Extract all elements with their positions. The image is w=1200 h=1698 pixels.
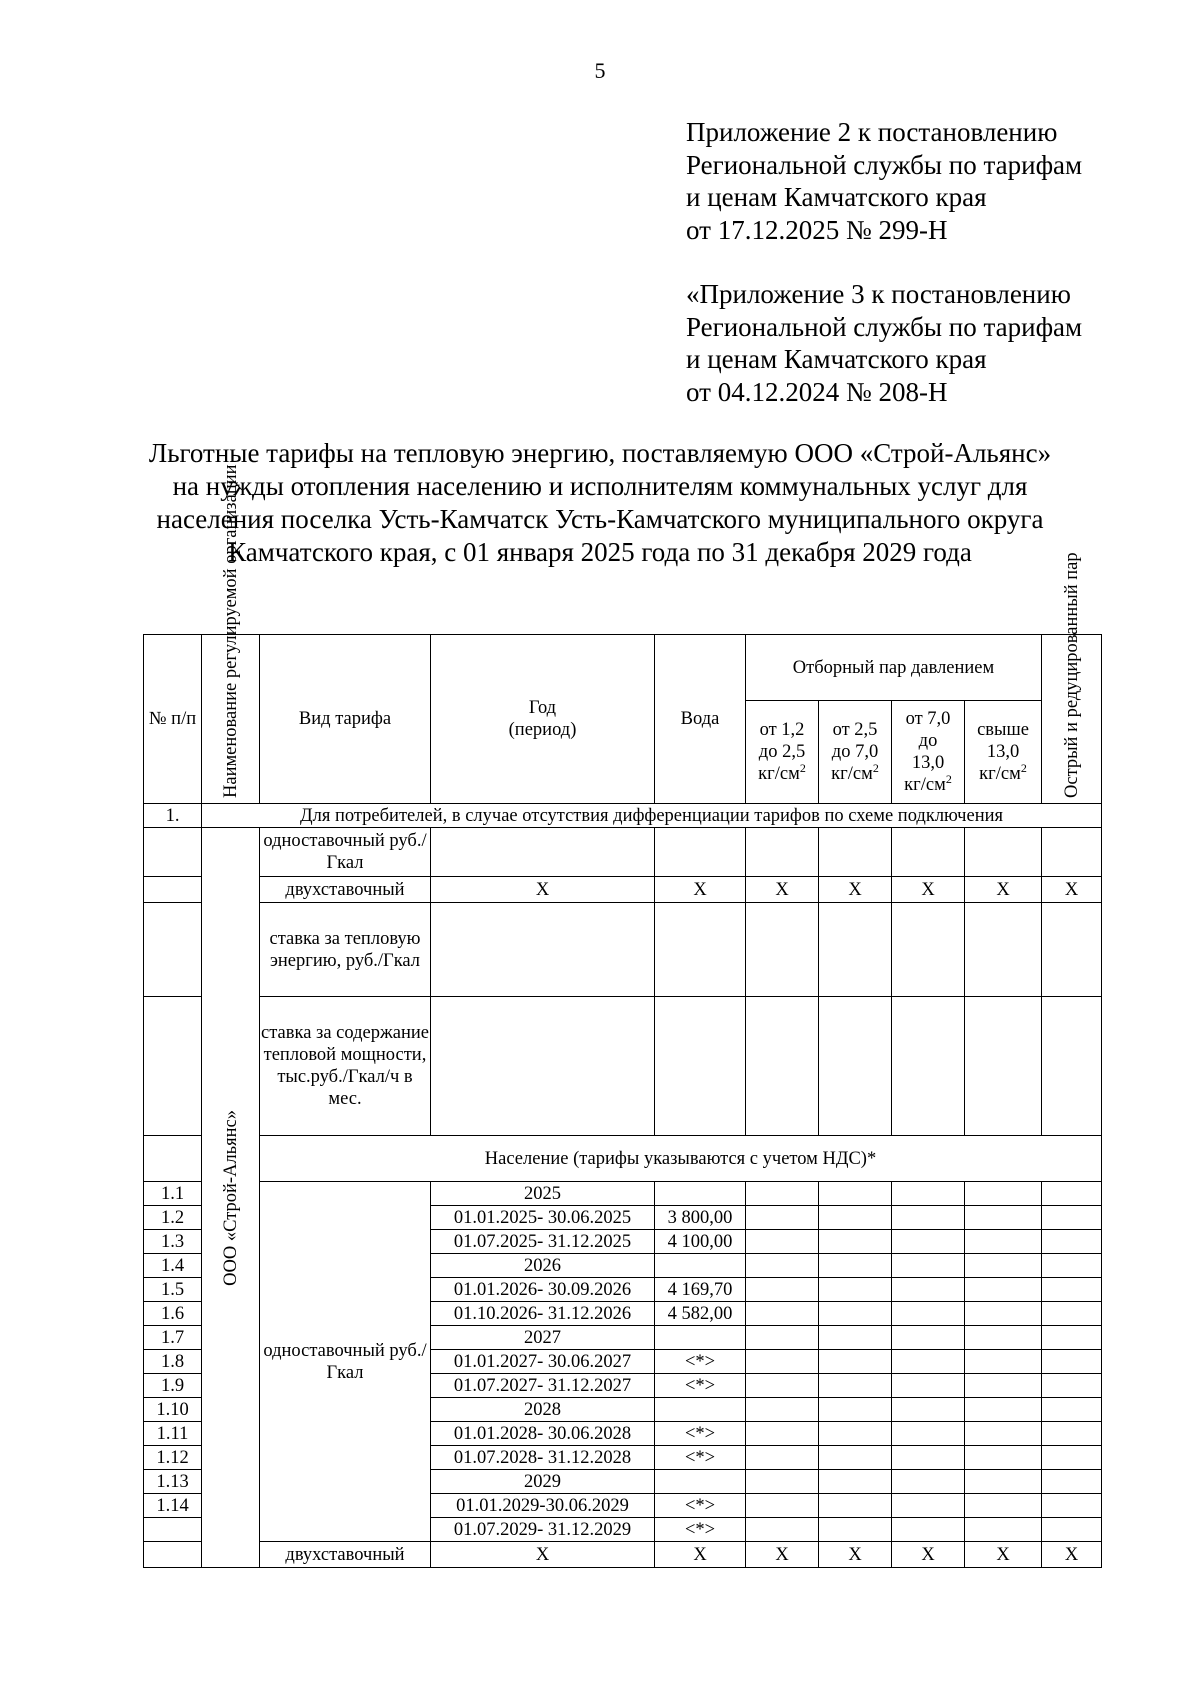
row-water-value: <*> xyxy=(655,1518,746,1542)
cell-empty xyxy=(746,1206,819,1230)
cell-empty xyxy=(1042,1350,1102,1374)
cell-empty xyxy=(892,1182,965,1206)
row-num: 1.8 xyxy=(144,1350,202,1374)
cell-x: Х xyxy=(746,1542,819,1568)
cell-empty xyxy=(965,1446,1042,1470)
appendix-2-line: Приложение 2 к постановлению xyxy=(686,117,1058,147)
row-period: 01.01.2028- 30.06.2028 xyxy=(431,1422,655,1446)
cell-empty xyxy=(819,1302,892,1326)
cell-x: Х xyxy=(965,1542,1042,1568)
cell-empty xyxy=(819,1398,892,1422)
cell-empty xyxy=(746,1230,819,1254)
cell-empty xyxy=(965,1398,1042,1422)
cell-empty xyxy=(965,997,1042,1136)
cell-empty xyxy=(431,903,655,997)
header-pressure-4: свыше 13,0 $кг/см^2$ xyxy=(965,701,1042,804)
cell-empty xyxy=(1042,1374,1102,1398)
cell-empty xyxy=(819,1422,892,1446)
cell-empty xyxy=(965,1182,1042,1206)
row-water-value xyxy=(655,1254,746,1278)
row-water-value xyxy=(655,1398,746,1422)
row-num: 1.11 xyxy=(144,1422,202,1446)
cell-empty xyxy=(1042,1206,1102,1230)
cell-empty xyxy=(746,828,819,877)
cell-empty xyxy=(746,903,819,997)
cell-empty xyxy=(819,1518,892,1542)
row-num-empty xyxy=(144,997,202,1136)
cell-empty xyxy=(819,1350,892,1374)
row-num-empty xyxy=(144,1542,202,1568)
row-num: 1.2 xyxy=(144,1206,202,1230)
row-num: 1.1 xyxy=(144,1182,202,1206)
tariff-one-part: одноставочный руб./Гкал xyxy=(260,828,431,877)
row-num: 1.9 xyxy=(144,1374,202,1398)
row-water-value: 4 169,70 xyxy=(655,1278,746,1302)
cell-x: Х xyxy=(746,877,819,903)
appendix-2-line: от 17.12.2025 № 299-Н xyxy=(686,214,948,245)
cell-empty xyxy=(746,1446,819,1470)
cell-empty xyxy=(819,1182,892,1206)
header-year-period: Год (период) xyxy=(431,635,655,804)
document-title xyxy=(0,437,1200,569)
cell-empty xyxy=(965,1518,1042,1542)
cell-empty xyxy=(965,1254,1042,1278)
row-water-value xyxy=(655,1182,746,1206)
header-sharp-steam: Острый и редуцированный пар xyxy=(1042,635,1102,804)
row-period: 2027 xyxy=(431,1326,655,1350)
cell-empty xyxy=(1042,1446,1102,1470)
row-period: 2028 xyxy=(431,1398,655,1422)
cell-empty xyxy=(965,1230,1042,1254)
cell-empty xyxy=(819,1494,892,1518)
population-two-part: двухставочный xyxy=(260,1542,431,1568)
cell-x: Х xyxy=(1042,1542,1102,1568)
section-1-num: 1. xyxy=(144,804,202,828)
cell-empty xyxy=(965,1350,1042,1374)
cell-empty xyxy=(655,828,746,877)
appendix-3-line: и ценам Камчатского края xyxy=(686,344,987,374)
cell-empty xyxy=(1042,1326,1102,1350)
population-tariff-type: одноставочный руб./Гкал xyxy=(260,1182,431,1542)
cell-empty xyxy=(892,1230,965,1254)
cell-empty xyxy=(965,1494,1042,1518)
tariff-heat-rate: ставка за тепловую энергию, руб./Гкал xyxy=(260,903,431,997)
title-line: Льготные тарифы на тепловую энергию, поставляемую ООО «Строй-Альянс» xyxy=(148,438,1052,468)
header-organization: Наименование регулируемой организации xyxy=(202,635,260,804)
cell-empty xyxy=(1042,903,1102,997)
appendix-2-line: Региональной службы по тарифам xyxy=(686,149,1083,180)
row-num-empty xyxy=(144,1136,202,1182)
cell-empty xyxy=(1042,1518,1102,1542)
cell-empty xyxy=(965,1470,1042,1494)
cell-empty xyxy=(892,1518,965,1542)
cell-x: Х xyxy=(819,877,892,903)
row-period: 2029 xyxy=(431,1470,655,1494)
row-num-empty xyxy=(144,903,202,997)
cell-empty xyxy=(819,1254,892,1278)
cell-empty xyxy=(819,1326,892,1350)
row-num: 1.10 xyxy=(144,1398,202,1422)
cell-empty xyxy=(746,1518,819,1542)
cell-empty xyxy=(892,1494,965,1518)
cell-empty xyxy=(655,997,746,1136)
title-line: на нужды отопления населению и исполнителям коммунальных услуг для xyxy=(172,471,1028,501)
cell-x: Х xyxy=(655,1542,746,1568)
cell-empty xyxy=(965,903,1042,997)
row-num: 1.13 xyxy=(144,1470,202,1494)
cell-empty xyxy=(1042,828,1102,877)
row-water-value: <*> xyxy=(655,1350,746,1374)
cell-empty xyxy=(1042,1422,1102,1446)
section-1-title: Для потребителей, в случае отсутствия дифференциации тарифов по схеме подключения xyxy=(202,804,1102,828)
cell-empty xyxy=(892,1374,965,1398)
row-num: 1.5 xyxy=(144,1278,202,1302)
cell-empty xyxy=(1042,997,1102,1136)
cell-x: Х xyxy=(431,1542,655,1568)
row-period: 01.07.2028- 31.12.2028 xyxy=(431,1446,655,1470)
cell-empty xyxy=(1042,1470,1102,1494)
row-num-empty xyxy=(144,877,202,903)
cell-empty xyxy=(965,1278,1042,1302)
cell-empty xyxy=(746,1374,819,1398)
header-steam-pressure: Отборный пар давлением xyxy=(746,635,1042,701)
cell-empty xyxy=(965,828,1042,877)
row-period: 01.07.2029- 31.12.2029 xyxy=(431,1518,655,1542)
header-num: № п/п xyxy=(144,635,202,804)
cell-empty xyxy=(431,997,655,1136)
cell-x: Х xyxy=(892,1542,965,1568)
cell-empty xyxy=(819,1230,892,1254)
row-period: 01.07.2025- 31.12.2025 xyxy=(431,1230,655,1254)
row-num: 1.4 xyxy=(144,1254,202,1278)
cell-empty xyxy=(746,1350,819,1374)
cell-empty xyxy=(819,903,892,997)
cell-empty xyxy=(1042,1398,1102,1422)
cell-empty xyxy=(965,1374,1042,1398)
row-water-value: 4 582,00 xyxy=(655,1302,746,1326)
row-num xyxy=(144,1518,202,1542)
appendix-2-line: и ценам Камчатского края xyxy=(686,182,987,212)
tariff-capacity-rate: ставка за содержание тепловой мощности, тыс.руб./Гкал/ч в мес. xyxy=(260,997,431,1136)
cell-empty xyxy=(965,1422,1042,1446)
header-tariff-type: Вид тарифа xyxy=(260,635,431,804)
cell-empty xyxy=(819,1470,892,1494)
cell-empty xyxy=(746,1302,819,1326)
row-num-empty xyxy=(144,828,202,877)
cell-empty xyxy=(892,1422,965,1446)
row-period: 01.01.2029-30.06.2029 xyxy=(431,1494,655,1518)
appendix-3-line: от 04.12.2024 № 208-Н xyxy=(686,376,948,407)
cell-empty xyxy=(1042,1278,1102,1302)
cell-x: Х xyxy=(819,1542,892,1568)
row-num: 1.3 xyxy=(144,1230,202,1254)
cell-empty xyxy=(892,1302,965,1326)
cell-empty xyxy=(819,997,892,1136)
cell-empty xyxy=(819,828,892,877)
appendix-3-line: Региональной службы по тарифам xyxy=(686,311,1083,342)
cell-empty xyxy=(892,1278,965,1302)
cell-empty xyxy=(819,1206,892,1230)
cell-empty xyxy=(965,1302,1042,1326)
cell-empty xyxy=(965,1206,1042,1230)
cell-empty xyxy=(819,1446,892,1470)
row-water-value: <*> xyxy=(655,1422,746,1446)
cell-empty xyxy=(746,1494,819,1518)
organization-name: ООО «Строй-Альянс» xyxy=(202,828,260,1568)
row-period: 01.01.2026- 30.09.2026 xyxy=(431,1278,655,1302)
row-water-value: <*> xyxy=(655,1494,746,1518)
cell-x: Х xyxy=(655,877,746,903)
row-period: 01.07.2027- 31.12.2027 xyxy=(431,1374,655,1398)
row-period: 01.10.2026- 31.12.2026 xyxy=(431,1302,655,1326)
cell-empty xyxy=(892,828,965,877)
cell-empty xyxy=(1042,1182,1102,1206)
title-line: Камчатского края, с 01 января 2025 года по 31 декабря 2029 года xyxy=(228,537,972,567)
cell-empty xyxy=(892,1470,965,1494)
cell-empty xyxy=(819,1374,892,1398)
cell-empty xyxy=(892,1446,965,1470)
cell-empty xyxy=(892,903,965,997)
cell-x: Х xyxy=(892,877,965,903)
row-period: 01.01.2025- 30.06.2025 xyxy=(431,1206,655,1230)
appendix-2-reference xyxy=(686,116,1082,246)
cell-empty xyxy=(746,1398,819,1422)
cell-empty xyxy=(655,903,746,997)
row-period: 2025 xyxy=(431,1182,655,1206)
row-water-value xyxy=(655,1470,746,1494)
tariff-two-part: двухставочный xyxy=(260,877,431,903)
cell-empty xyxy=(1042,1302,1102,1326)
page-number: 5 xyxy=(594,58,606,83)
appendix-3-reference xyxy=(686,278,1082,408)
cell-empty xyxy=(1042,1230,1102,1254)
cell-empty xyxy=(746,1254,819,1278)
cell-empty xyxy=(746,997,819,1136)
cell-empty xyxy=(746,1470,819,1494)
header-pressure-2: от 2,5 до 7,0 $кг/см^2$ xyxy=(819,701,892,804)
cell-empty xyxy=(746,1422,819,1446)
cell-empty xyxy=(746,1326,819,1350)
population-section-title: Население (тарифы указываются с учетом НДС)* xyxy=(260,1136,1102,1182)
cell-empty xyxy=(892,1206,965,1230)
row-num: 1.6 xyxy=(144,1302,202,1326)
row-water-value: <*> xyxy=(655,1374,746,1398)
cell-empty xyxy=(892,997,965,1136)
row-water-value: 4 100,00 xyxy=(655,1230,746,1254)
cell-x: Х xyxy=(431,877,655,903)
appendix-3-line: «Приложение 3 к постановлению xyxy=(686,279,1071,309)
row-num: 1.7 xyxy=(144,1326,202,1350)
cell-empty xyxy=(892,1326,965,1350)
cell-empty xyxy=(746,1278,819,1302)
row-num: 1.12 xyxy=(144,1446,202,1470)
row-water-value xyxy=(655,1326,746,1350)
cell-empty xyxy=(965,1326,1042,1350)
cell-empty xyxy=(892,1254,965,1278)
row-period: 01.01.2027- 30.06.2027 xyxy=(431,1350,655,1374)
cell-empty xyxy=(1042,1254,1102,1278)
title-line: населения поселка Усть-Камчатск Усть-Камчатского муниципального округа xyxy=(156,504,1044,534)
cell-empty xyxy=(746,1182,819,1206)
row-water-value: 3 800,00 xyxy=(655,1206,746,1230)
cell-empty xyxy=(892,1350,965,1374)
row-period: 2026 xyxy=(431,1254,655,1278)
cell-empty xyxy=(431,828,655,877)
row-num: 1.14 xyxy=(144,1494,202,1518)
cell-empty xyxy=(892,1398,965,1422)
cell-empty xyxy=(1042,1494,1102,1518)
cell-empty xyxy=(819,1278,892,1302)
cell-x: Х xyxy=(965,877,1042,903)
header-pressure-3: от 7,0 до 13,0 $кг/см^2$ xyxy=(892,701,965,804)
cell-x: Х xyxy=(1042,877,1102,903)
header-water: Вода xyxy=(655,635,746,804)
header-pressure-1: от 1,2 до 2,5 $кг/см^2$ xyxy=(746,701,819,804)
row-water-value: <*> xyxy=(655,1446,746,1470)
